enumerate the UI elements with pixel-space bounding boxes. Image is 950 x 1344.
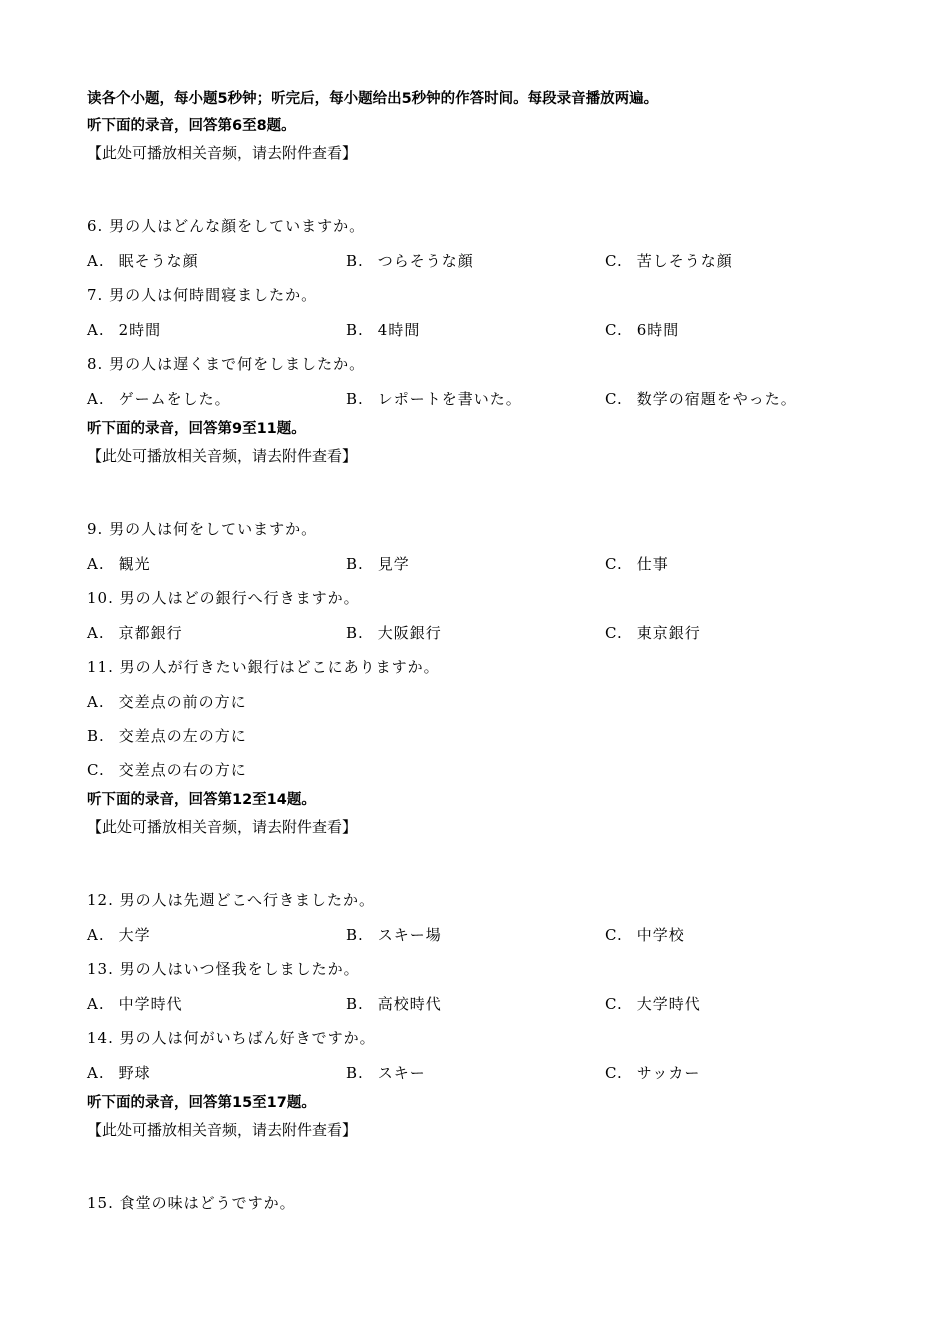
section-heading: 听下面的录音，回答第12至14题。 xyxy=(87,792,316,808)
option-a: A. 観光 xyxy=(87,555,151,573)
option-b: B. スキー場 xyxy=(346,926,442,944)
question-15: 15. 食堂の味はどうですか。 xyxy=(87,1194,296,1212)
section-heading: 听下面的录音，回答第6至8题。 xyxy=(87,118,296,134)
option-c: C. 東京銀行 xyxy=(605,624,701,642)
option-b: B. つらそうな顔 xyxy=(346,252,474,270)
option-a: A. 大学 xyxy=(87,926,151,944)
option-b: B. 高校時代 xyxy=(346,995,442,1013)
option-a: A. 京都銀行 xyxy=(87,624,183,642)
option-c: C. 交差点の右の方に xyxy=(87,761,247,779)
instruction-text: 读各个小题，每小题5秒钟；听完后，每小题给出5秒钟的作答时间。每段录音播放两遍。 xyxy=(87,91,659,107)
options-row xyxy=(87,987,867,1021)
option-b: B. 大阪銀行 xyxy=(346,624,442,642)
question-14: 14. 男の人は何がいちばん好きですか。 xyxy=(87,1029,376,1047)
option-b: B. レポートを書いた。 xyxy=(346,390,522,408)
question-8: 8. 男の人は遅くまで何をしましたか。 xyxy=(87,355,366,373)
option-a: A. 野球 xyxy=(87,1064,151,1082)
option-c: C. 中学校 xyxy=(605,926,685,944)
section-12-14 xyxy=(87,787,867,1090)
option-c: C. サッカー xyxy=(605,1064,701,1082)
options-row xyxy=(87,1056,867,1090)
section-heading: 听下面的录音，回答第9至11题。 xyxy=(87,421,306,437)
section-6-8 xyxy=(87,113,867,416)
options-row xyxy=(87,918,867,952)
section-heading: 听下面的录音，回答第15至17题。 xyxy=(87,1095,316,1111)
question-9: 9. 男の人は何をしていますか。 xyxy=(87,520,318,538)
option-c: C. 苦しそうな顔 xyxy=(605,252,733,270)
options-row xyxy=(87,244,867,278)
question-6: 6. 男の人はどんな顔をしていますか。 xyxy=(87,217,366,235)
audio-note: 【此处可播放相关音频，请去附件查看】 xyxy=(87,144,358,162)
option-c: C. 数学の宿題をやった。 xyxy=(605,390,797,408)
option-a: A. 中学時代 xyxy=(87,995,183,1013)
section-9-11 xyxy=(87,416,867,787)
audio-note: 【此处可播放相关音频，请去附件查看】 xyxy=(87,818,358,836)
option-a: A. ゲームをした。 xyxy=(87,390,231,408)
options-row xyxy=(87,547,867,581)
option-c: C. 6時間 xyxy=(605,321,680,339)
option-a: A. 交差点の前の方に xyxy=(87,693,247,711)
option-b: B. 交差点の左の方に xyxy=(87,727,247,745)
option-b: B. 見学 xyxy=(346,555,410,573)
options-row xyxy=(87,382,867,416)
option-b: B. スキー xyxy=(346,1064,426,1082)
option-a: A. 眠そうな顔 xyxy=(87,252,199,270)
question-13: 13. 男の人はいつ怪我をしましたか。 xyxy=(87,960,360,978)
option-c: C. 大学時代 xyxy=(605,995,701,1013)
audio-note: 【此处可播放相关音频，请去附件查看】 xyxy=(87,447,358,465)
section-15-17 xyxy=(87,1090,867,1221)
option-a: A. 2時間 xyxy=(87,321,162,339)
option-c: C. 仕事 xyxy=(605,555,669,573)
options-row xyxy=(87,313,867,347)
question-11: 11. 男の人が行きたい銀行はどこにありますか。 xyxy=(87,658,440,676)
question-12: 12. 男の人は先週どこへ行きましたか。 xyxy=(87,891,376,909)
option-b: B. 4時間 xyxy=(346,321,421,339)
question-10: 10. 男の人はどの銀行へ行きますか。 xyxy=(87,589,360,607)
question-7: 7. 男の人は何時間寝ましたか。 xyxy=(87,286,318,304)
audio-note: 【此处可播放相关音频，请去附件查看】 xyxy=(87,1121,358,1139)
options-row xyxy=(87,616,867,650)
exam-page xyxy=(87,86,867,1221)
